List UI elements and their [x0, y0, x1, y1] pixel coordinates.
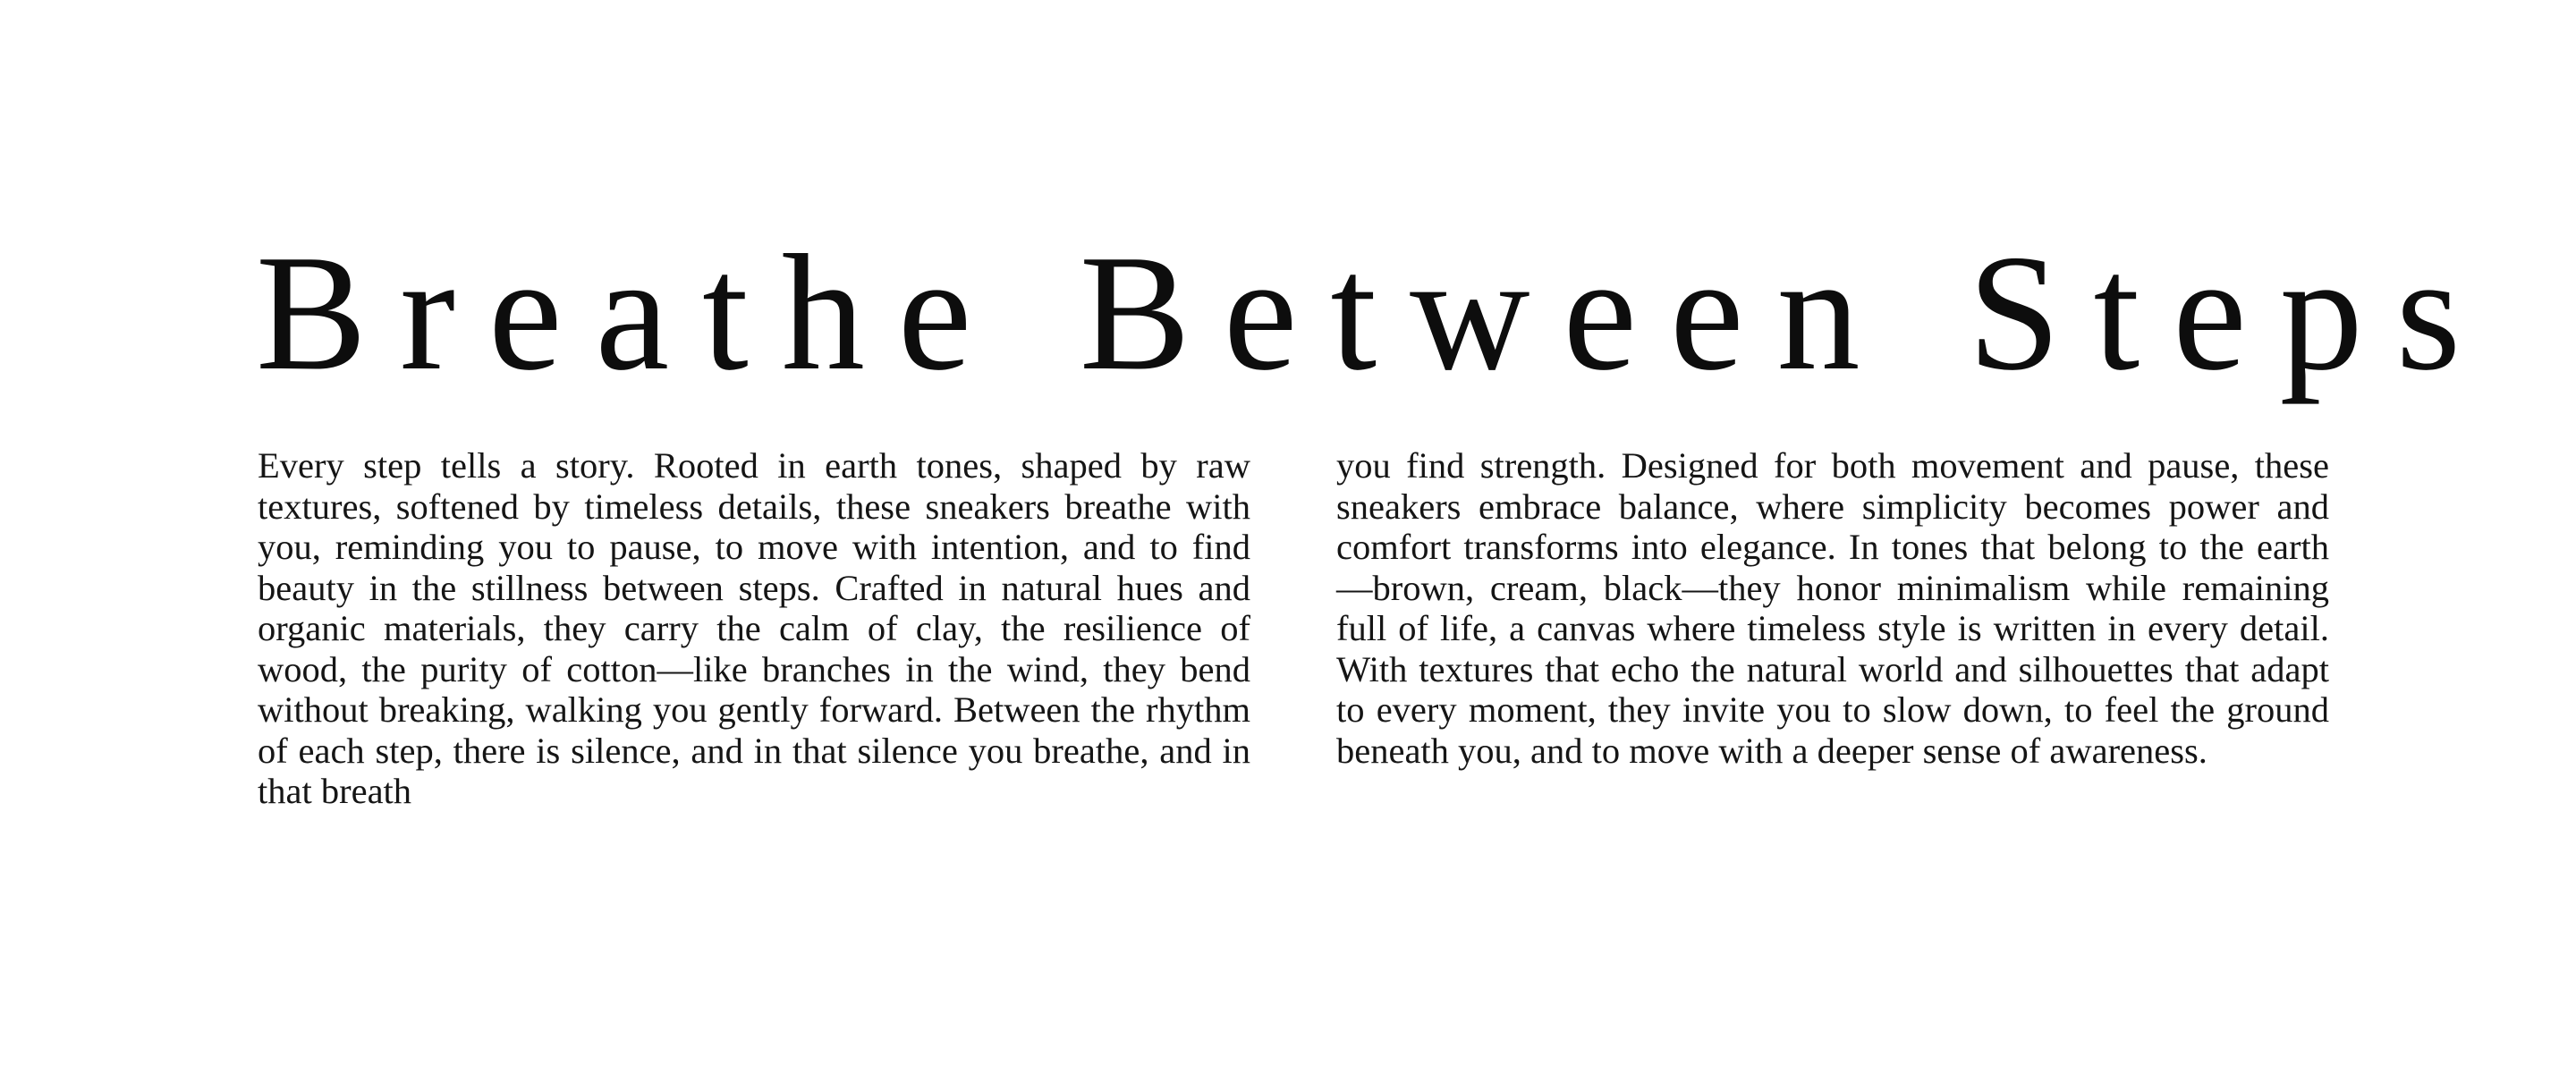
page-title: Breathe Between Steps: [256, 221, 2495, 405]
body-column-right: you find strength. Designed for both movement and pause, these sneakers embrace balance, where simplicity becomes power and comfort transforms into elegance. In tones that belong to the earth—brown, cream, black—they honor minimalism while remaining full of life, a canvas where timeless style is written in every detail. With textures that echo the natural world and silhouettes that adapt to every moment, they invite you to slow down, to feel the ground beneath you, and to move with a deeper sense of awareness.: [1336, 445, 2329, 771]
body-column-left: Every step tells a story. Rooted in earth tones, shaped by raw textures, softened by timeless details, these sneakers breathe with you, reminding you to pause, to move with intention, and to find beauty in the stillness between steps. Crafted in natural hues and organic materials, they carry the calm of clay, the resilience of wood, the purity of cotton—like branches in the wind, they bend without breaking, walking you gently forward. Between the rhythm of each step, there is silence, and in that silence you breathe, and in that breath: [258, 445, 1250, 811]
